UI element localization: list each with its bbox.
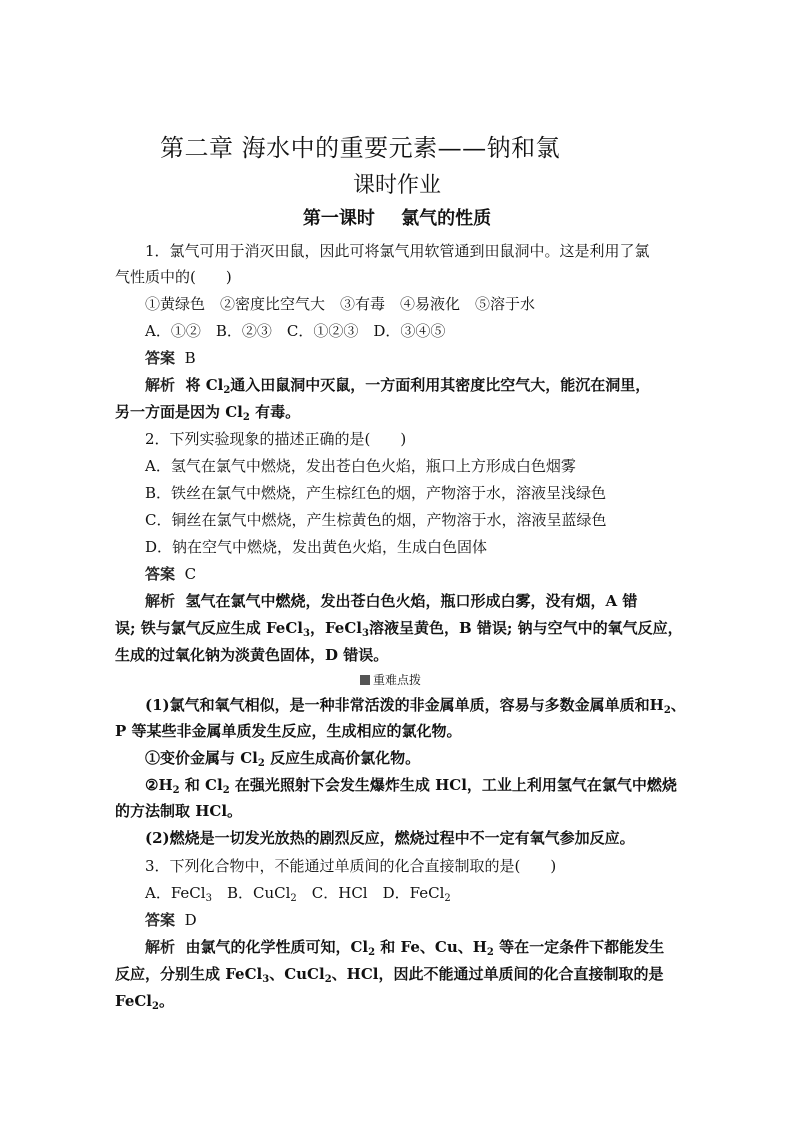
q2-analysis-line1: [145, 590, 665, 612]
subtitle: 课时作业: [352, 173, 441, 198]
q1-properties: ①黄绿色 ②密度比空气大 ③有毒 ④易液化 ⑤溶于水: [145, 295, 536, 313]
q1-stem-line2: 气性质中的( ): [115, 268, 232, 286]
tip-p1-line2: P 等某些非金属单质发生反应，生成相应的氯化物。: [115, 722, 462, 740]
text: 有毒。: [249, 403, 301, 421]
answer-label: 答案: [145, 349, 176, 367]
q2-answer-value: C: [184, 565, 197, 583]
text: 溶液呈黄色，B 错误; 钠与空气中的氧气反应，: [368, 619, 683, 637]
text: 由氯气的化学性质可知，Cl: [185, 938, 369, 956]
text: C．HCl D．FeCl: [296, 884, 445, 902]
text: 另一方面是因为 Cl: [115, 403, 243, 421]
text: 误; 铁与氯气反应生成 FeCl: [115, 619, 303, 637]
subscript: 2: [223, 385, 231, 396]
q2-option-b: B．铁丝在氯气中燃烧，产生棕红色的烟，产物溶于水，溶液呈浅绿色: [145, 484, 607, 502]
subscript: 2: [242, 412, 250, 423]
q2-answer: [145, 563, 665, 585]
badge-label: 重难点拨: [373, 673, 422, 687]
q1-answer-value: B: [184, 349, 196, 367]
text: 和 Cl: [179, 776, 223, 794]
tip-p3-line1: [145, 774, 677, 796]
lesson-title: [0, 204, 794, 230]
lesson-topic: 氯气的性质: [401, 208, 492, 229]
text: 将 Cl: [185, 376, 224, 394]
q2-option-a: A．氢气在氯气中燃烧，发出苍白色火焰，瓶口上方形成白色烟雾: [145, 457, 576, 475]
analysis-label: 解析: [145, 938, 176, 956]
text: A．FeCl: [145, 884, 206, 902]
tip-p2: [145, 747, 665, 769]
subscript: 3: [262, 974, 270, 985]
text: FeCl: [115, 992, 153, 1010]
q3-answer: [145, 909, 665, 931]
q3-answer-value: D: [184, 911, 197, 929]
subscript: 2: [486, 947, 494, 958]
q3-analysis-line1: [145, 936, 665, 958]
q2-analysis-line2: [115, 617, 683, 639]
text: B．CuCl: [211, 884, 291, 902]
text: 氢气在氯气中燃烧，发出苍白色火焰，瓶口形成白雾，没有烟，A 错: [185, 592, 638, 610]
analysis-label: 解析: [145, 376, 176, 394]
subscript: 2: [257, 758, 265, 769]
subscript: 2: [368, 947, 376, 958]
answer-label: 答案: [145, 911, 176, 929]
text: 。: [158, 992, 174, 1010]
subscript: 2: [663, 705, 671, 716]
q3-options: [145, 882, 665, 904]
tip-p4: (2)燃烧是一切发光放热的剧烈反应，燃烧过程中不一定有氧气参加反应。: [145, 829, 635, 847]
text: 等在一定条件下都能发生: [493, 938, 665, 956]
subscript: 2: [290, 893, 297, 904]
bookmark-icon: [360, 675, 370, 685]
text: 反应，分别生成 FeCl: [115, 965, 263, 983]
lesson-number: 第一课时: [302, 208, 375, 229]
q2-analysis-line3: 生成的过氧化钠为淡黄色固体，D 错误。: [115, 646, 389, 664]
subscript: 3: [205, 893, 212, 904]
q1-analysis-line1: [145, 374, 665, 396]
q3-analysis-line2: [115, 963, 664, 985]
subscript: 2: [222, 785, 230, 796]
tip-p3-line2: 的方法制取 HCl。: [115, 802, 243, 820]
chapter-title: 第二章 海水中的重要元素——钠和氯: [160, 134, 561, 162]
text: 、HCl，因此不能通过单质间的化合直接制取的是: [331, 965, 664, 983]
q3-stem: 3．下列化合物中，不能通过单质间的化合直接制取的是( ): [145, 857, 557, 875]
q2-stem: 2．下列实验现象的描述正确的是( ): [145, 430, 407, 448]
q3-analysis-line3: [115, 990, 635, 1012]
subscript: 3: [303, 628, 310, 639]
q1-analysis-line2: [115, 401, 635, 423]
subscript: 2: [444, 893, 451, 904]
q2-option-d: D．钠在空气中燃烧，发出黄色火焰，生成白色固体: [145, 538, 488, 556]
text: 、CuCl: [269, 965, 325, 983]
key-points-badge: [360, 671, 421, 688]
text: 、: [670, 696, 686, 714]
subscript: 2: [152, 1001, 159, 1012]
q1-answer: [145, 347, 665, 369]
subscript: 3: [361, 628, 369, 639]
q2-option-c: C．铜丝在氯气中燃烧，产生棕黄色的烟，产物溶于水，溶液呈蓝绿色: [145, 511, 607, 529]
text: ，FeCl: [309, 619, 362, 637]
text: ②H: [145, 776, 173, 794]
analysis-label: 解析: [145, 592, 176, 610]
subscript: 2: [172, 785, 180, 796]
answer-label: 答案: [145, 565, 176, 583]
text: 和 Fe、Cu、H: [375, 938, 487, 956]
subscript: 2: [324, 974, 332, 985]
tip-p1-line1: [145, 694, 686, 716]
text: 通入田鼠洞中灭鼠，一方面利用其密度比空气大，能沉在洞里，: [230, 376, 651, 394]
q1-options: A．①② B．②③ C．①②③ D．③④⑤: [145, 322, 446, 340]
q1-stem-line1: 1．氯气可用于消灭田鼠，因此可将氯气用软管通到田鼠洞中。这是利用了氯: [145, 242, 650, 260]
text: (1)氯气和氧气相似，是一种非常活泼的非金属单质，容易与多数金属单质和H: [145, 696, 664, 714]
text: 反应生成高价氯化物。: [264, 749, 421, 767]
text: ①变价金属与 Cl: [145, 749, 258, 767]
text: 在强光照射下会发生爆炸生成 HCl，工业上利用氢气在氯气中燃烧: [229, 776, 677, 794]
